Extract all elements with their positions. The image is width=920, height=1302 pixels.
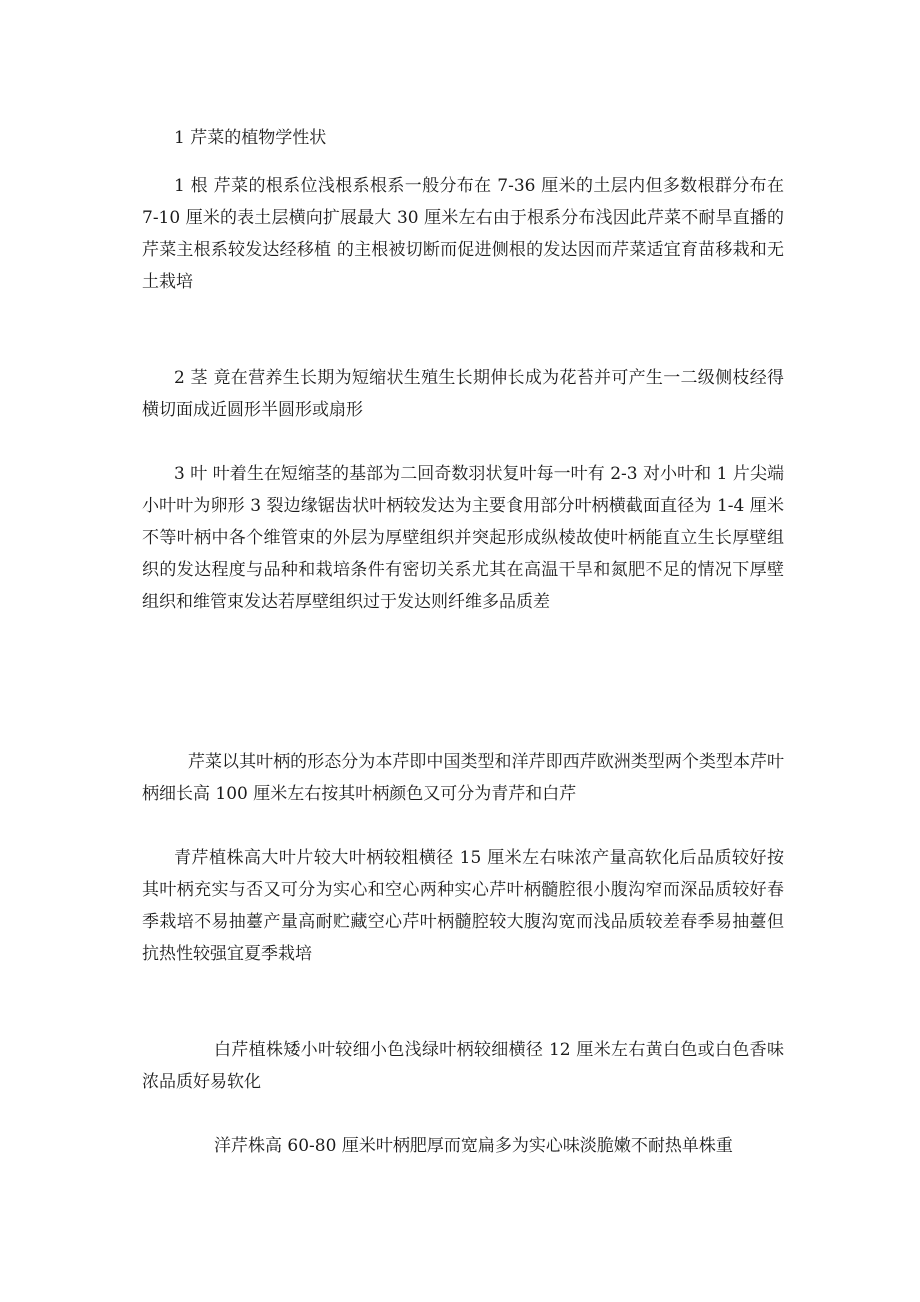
paragraph-white-celery-text: 白芹植株矮小叶较细小色浅绿叶柄较细横径 12 厘米左右黄白色或白色香味浓品质好易软化 [142, 1040, 784, 1092]
paragraph-stem-text: 2 茎 竟在营养生长期为短缩状生殖生长期伸长成为花苔并可产生一二级侧枝经得横切面成近圆形半圆形或扇形 [142, 368, 784, 420]
paragraph-root [142, 170, 784, 298]
paragraph-types-text: 芹菜以其叶柄的形态分为本芹即中国类型和洋芹即西芹欧洲类型两个类型本芹叶柄细长高 100 厘米左右按其叶柄颜色又可分为青芹和白芹 [142, 752, 784, 804]
paragraph-western-celery [142, 1130, 784, 1162]
paragraph-leaf [142, 458, 784, 618]
paragraph-green-celery-text: 青芹植株高大叶片较大叶柄较粗横径 15 厘米左右味浓产量高软化后品质较好按其叶柄充实与否又可分为实心和空心两种实心芹叶柄髓腔很小腹沟窄而深品质较好春季栽培不易抽薹产量高耐贮藏空心芹叶柄髓腔较大腹沟宽而浅品质较差春季易抽薹但抗热性较强宜夏季栽培 [142, 848, 784, 964]
paragraph-western-celery-text: 洋芹株高 60-80 厘米叶柄肥厚而宽扁多为实心味淡脆嫩不耐热单株重 [214, 1136, 733, 1156]
paragraph-green-celery [142, 842, 784, 970]
paragraph-stem [142, 362, 784, 426]
section-heading: 1 芹菜的植物学性状 [174, 128, 327, 148]
paragraph-types [142, 746, 784, 810]
paragraph-root-text: 1 根 芹菜的根系位浅根系根系一般分布在 7-36 厘米的土层内但多数根群分布在 7-10 厘米的表土层横向扩展最大 30 厘米左右由于根系分布浅因此芹菜不耐旱直播的芹菜主根系较发达经移植 的主根被切断而促进侧根的发达因而芹菜适宜育苗移栽和无土栽培 [142, 176, 784, 292]
paragraph-leaf-text: 3 叶 叶着生在短缩茎的基部为二回奇数羽状复叶每一叶有 2-3 对小叶和 1 片尖端小叶叶为卵形 3 裂边缘锯齿状叶柄较发达为主要食用部分叶柄横截面直径为 1-4 厘米不等叶柄中各个维管束的外层为厚壁组织并突起形成纵棱故使叶柄能直立生长厚壁组织的发达程度与品种和栽培条件有密切关系尤其在高温干旱和氮肥不足的情况下厚壁组织和维管束发达若厚壁组织过于发达则纤维多品质差 [142, 464, 784, 612]
paragraph-white-celery [142, 1034, 784, 1098]
